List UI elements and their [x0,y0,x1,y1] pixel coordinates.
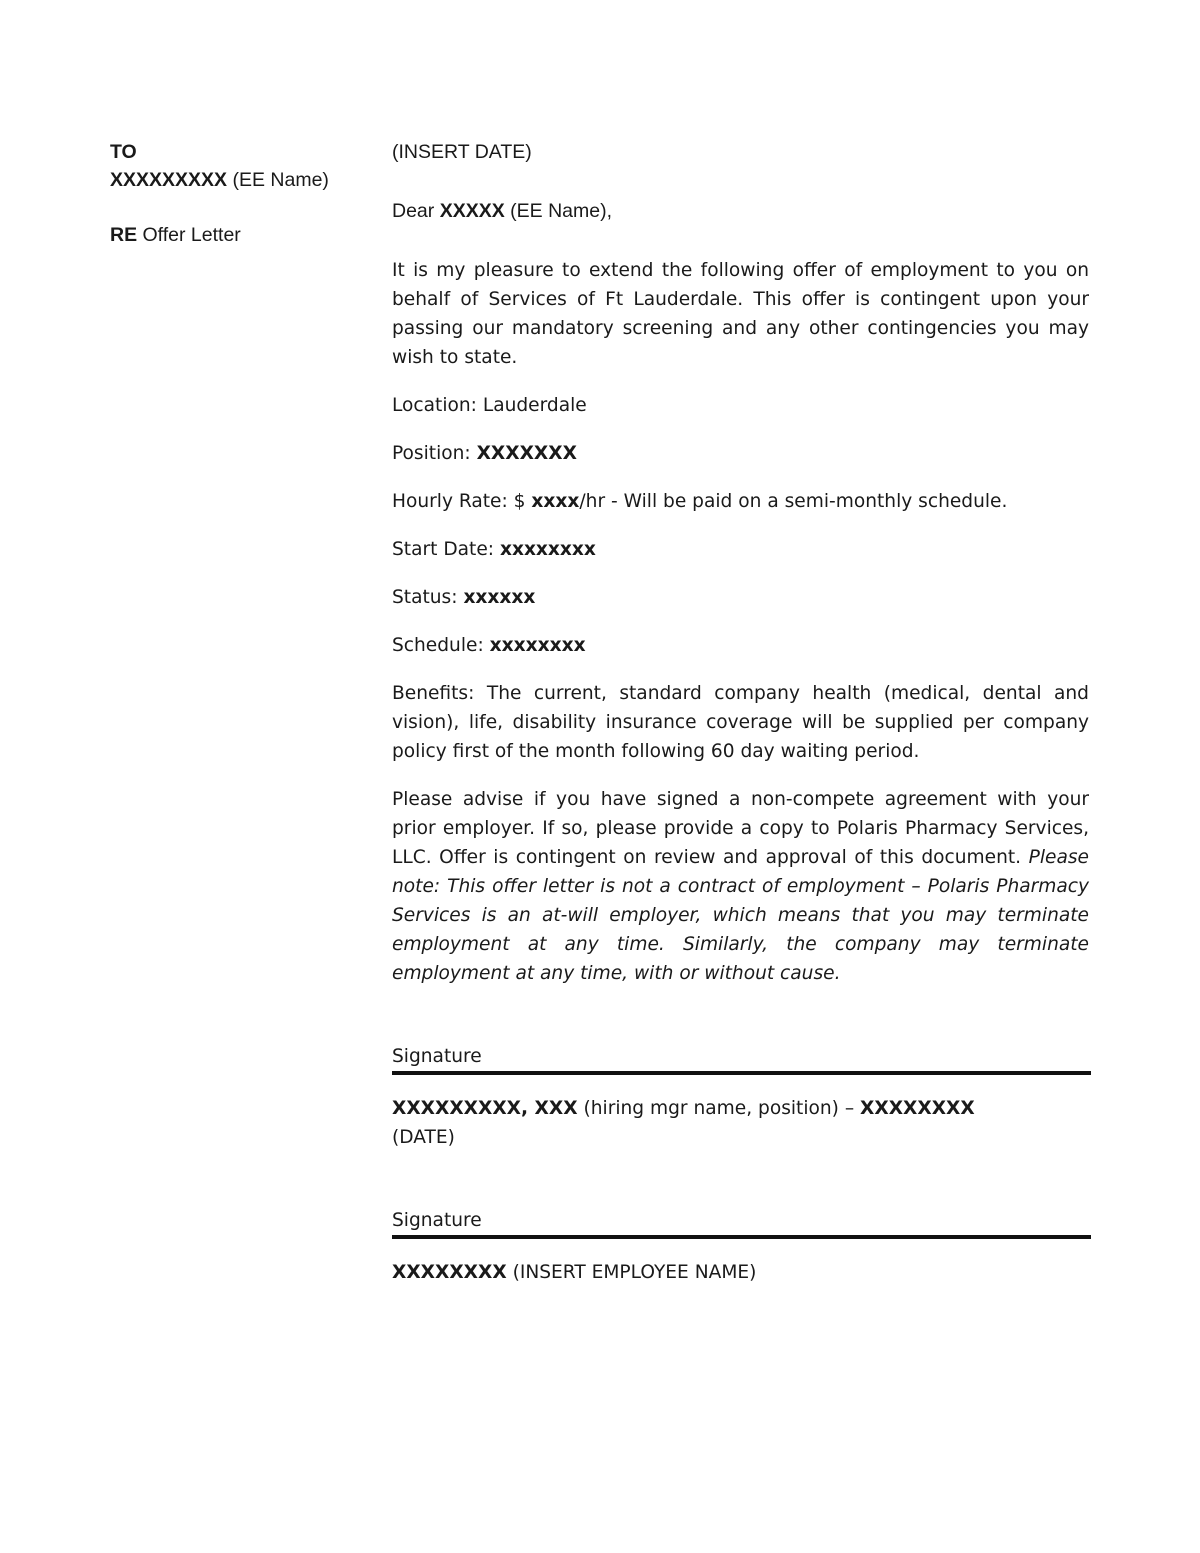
to-name-placeholder: XXXXXXXXX [110,169,228,191]
start-date-label: Start Date: [392,539,500,560]
position-field [392,439,1089,468]
recipient-block [110,138,360,249]
to-label: TO [110,141,137,163]
noncompete-text: Please advise if you have signed a non-compete agreement with your prior employer. If so, please provide a copy to Polaris Pharmacy Services, LLC. Offer is contingent on review and approval of this document. [392,789,1089,868]
benefits-paragraph: Benefits: The current, standard company health (medical, dental and vision), life, disability insurance coverage will be supplied per company policy first of the month following 60 day waiting period. [392,683,1089,762]
start-date-field [392,535,1089,564]
schedule-label: Schedule: [392,635,490,656]
salutation [392,197,1089,226]
location-field [392,391,1089,420]
salutation-rest: (EE Name), [504,200,613,222]
location-value: Lauderdale [476,395,587,416]
start-date-value: xxxxxxxx [499,539,596,560]
letter-body [392,138,1089,1287]
re-subject: Offer Letter [137,224,241,246]
status-field [392,583,1089,612]
signature-label-manager: Signature [392,1046,482,1067]
manager-signature-block [392,1094,1089,1152]
rate-label: Hourly Rate: $ [392,491,532,512]
to-name [110,166,360,194]
manager-name: XXXXXXXXX, XXX [392,1098,578,1119]
manager-date-hint: (DATE) [392,1127,455,1148]
letter-date: (INSERT DATE) [392,141,532,163]
rate-value: xxxx [531,491,580,512]
employee-hint: (INSERT EMPLOYEE NAME) [506,1262,757,1283]
rate-rest: /hr - Will be paid on a semi-monthly schedule. [579,491,1008,512]
signature-label-employee: Signature [392,1210,482,1231]
location-label: Location: [392,395,477,416]
status-value: xxxxxx [463,587,536,608]
re-line [110,221,360,249]
status-label: Status: [392,587,464,608]
position-value: XXXXXXX [476,443,577,464]
re-label: RE [110,224,138,246]
employee-name: XXXXXXXX [392,1262,507,1283]
to-name-hint: (EE Name) [227,169,329,191]
manager-date-placeholder: XXXXXXXX [860,1098,975,1119]
schedule-value: xxxxxxxx [489,635,586,656]
intro-paragraph: It is my pleasure to extend the following offer of employment to you on behalf of Services of Ft Lauderdale. This offer is contingent upon your passing our mandatory screening and any other contingencies you may wish to state. [392,260,1089,368]
noncompete-paragraph [392,785,1089,988]
salutation-name: XXXXX [439,200,505,222]
rate-field [392,487,1089,516]
salutation-start: Dear [392,200,440,222]
position-label: Position: [392,443,477,464]
at-will-note: Please note: This offer letter is not a contract of employment – Polaris Pharmacy Services is an at-will employer, which means that you may terminate employment at any time. Similarly, the company may terminate employment at any time, with or without cause. [392,847,1089,984]
signature-line-employee [392,1235,1091,1239]
signature-line-manager [392,1071,1091,1075]
manager-hint: (hiring mgr name, position) – [577,1098,861,1119]
schedule-field [392,631,1089,660]
employee-signature-block [392,1258,1089,1287]
